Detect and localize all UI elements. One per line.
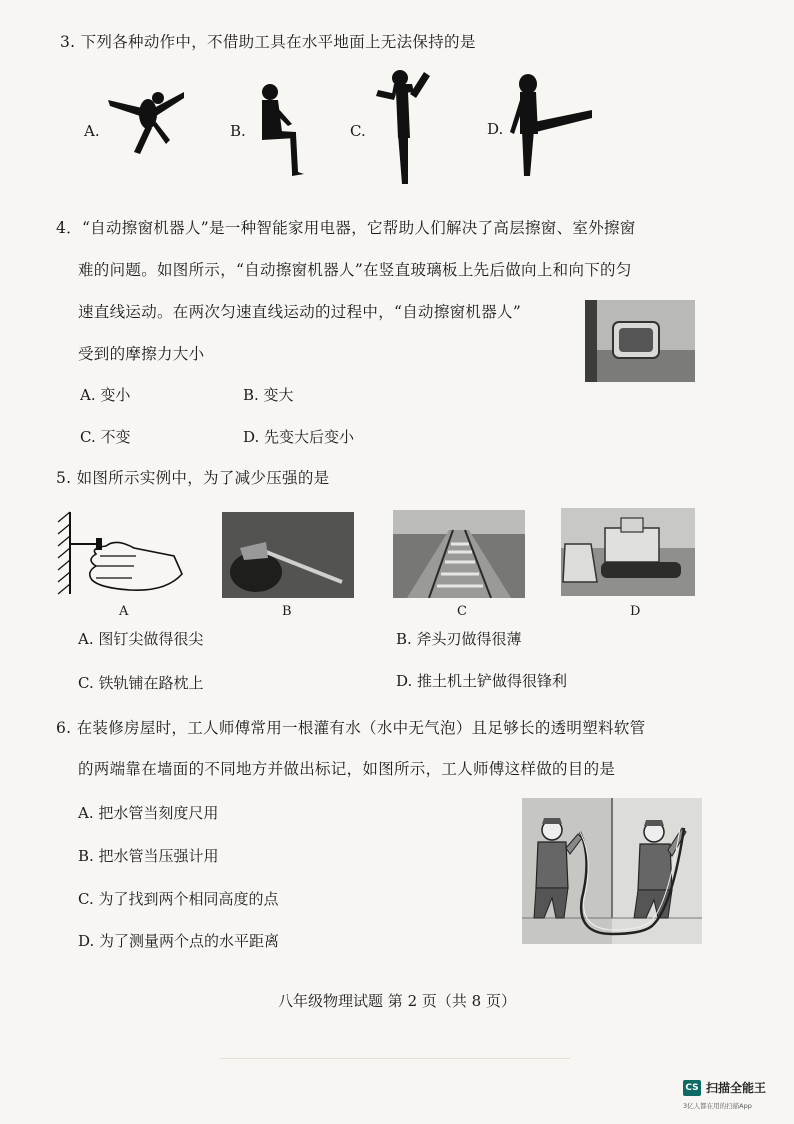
q4-option-a: A. 变小 <box>80 386 131 404</box>
camscanner-name: 扫描全能王 <box>706 1081 767 1095</box>
q3-figure-b-sitting <box>252 82 308 178</box>
q5-option-d: D. 推土机土铲做得很锋利 <box>396 672 568 690</box>
q3-figure-a-cartwheel <box>104 86 186 158</box>
scanner-watermark <box>683 1079 766 1096</box>
q3-label-b: B. <box>230 122 246 140</box>
camscanner-tagline: 3亿人都在用的扫描App <box>683 1102 752 1110</box>
camscanner-logo-icon: CS <box>683 1080 701 1096</box>
page-footer: 八年级物理试题 第 2 页（共 8 页） <box>278 992 516 1010</box>
q5-stem: 5. 如图所示实例中，为了减少压强的是 <box>56 469 330 487</box>
q4-line-4: 受到的摩擦力大小 <box>78 345 205 363</box>
q5-option-b: B. 斧头刃做得很薄 <box>396 630 522 648</box>
q3-label-c: C. <box>350 122 366 140</box>
q4-option-c: C. 不变 <box>80 428 131 446</box>
q5-fig-label-a: A <box>119 604 129 619</box>
q6-option-a: A. 把水管当刻度尺用 <box>78 804 219 822</box>
q5-fig-label-b: B <box>282 604 292 619</box>
q6-line-1: 6. 在装修房屋时，工人师傅常用一根灌有水（水中无气泡）且足够长的透明塑料软管 <box>56 719 646 737</box>
q4-line-3: 速直线运动。在两次匀速直线运动的过程中，“自动擦窗机器人” <box>78 303 522 321</box>
q4-option-d: D. 先变大后变小 <box>243 428 355 446</box>
q5-option-c: C. 铁轨铺在路枕上 <box>78 674 204 692</box>
q4-option-b: B. 变大 <box>243 386 294 404</box>
q6-figure-workers-hose <box>522 798 702 944</box>
q6-option-d: D. 为了测量两个点的水平距离 <box>78 932 280 950</box>
q3-label-a: A. <box>84 122 100 140</box>
q5-fig-label-c: C <box>457 604 467 619</box>
q5-figure-d-bulldozer <box>561 508 695 596</box>
q4-line-1: 4．“自动擦窗机器人”是一种智能家用电器，它帮助人们解决了高层擦窗、室外擦窗 <box>56 219 636 237</box>
q6-option-b: B. 把水管当压强计用 <box>78 847 219 865</box>
q5-figure-c-railway <box>393 510 525 598</box>
q6-option-c: C. 为了找到两个相同高度的点 <box>78 890 279 908</box>
q5-fig-label-d: D <box>630 604 641 619</box>
q4-figure-window-robot <box>585 300 695 382</box>
q5-option-a: A. 图钉尖做得很尖 <box>78 630 204 648</box>
q4-line-2: 难的问题。如图所示，“自动擦窗机器人”在竖直玻璃板上先后做向上和向下的匀 <box>78 261 632 279</box>
q5-figure-a-thumbtack <box>56 508 186 598</box>
q6-line-2: 的两端靠在墙面的不同地方并做出标记，如图所示，工人师傅这样做的目的是 <box>78 760 616 778</box>
footer-divider <box>220 1058 570 1059</box>
q5-figure-b-axe <box>222 512 354 598</box>
q3-figure-d-high-kick <box>508 72 594 182</box>
q3-stem: 3. 下列各种动作中，不借助工具在水平地面上无法保持的是 <box>60 33 476 51</box>
q3-figure-c-standing-split <box>374 68 432 188</box>
q3-label-d: D. <box>487 120 504 138</box>
